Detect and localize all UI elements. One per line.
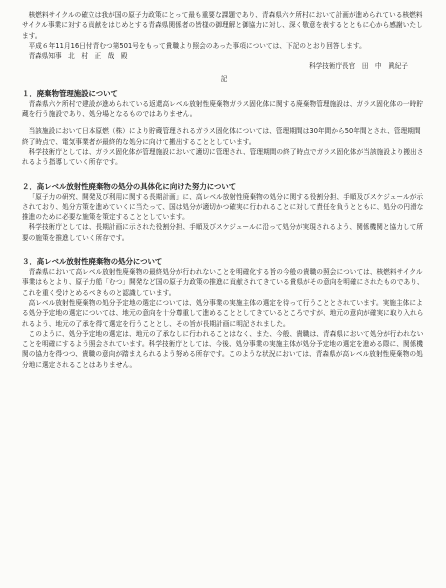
ki-heading: 記 <box>220 74 228 83</box>
section-1-paragraph-1: 青森県六ケ所村で建設が進められている返還高レベル放射性廃棄物ガラス固化体に関する廃棄物管理施設は、ガラス固化体の一時貯蔵を行う施設であり、処分場となるものではありません。 <box>22 99 424 119</box>
section-3-paragraph-2: 高レベル放射性廃棄物の処分予定地の選定については、処分事業の実施主体の選定を待って行うこととされています。実施主体による処分予定地の選定については、地元の意向を十分尊重して進めることとしてきているところですが、地元の意向が確実に取り入れられるよう、地元の了承を得て選定を行うこととし、その旨が長期計画に明記されました。 <box>22 298 424 328</box>
section-1-paragraph-3: 科学技術庁としては、ガラス固化体が管理施設において適切に管理され、管理期間の終了時点でガラス固化体が当該施設より搬出されるよう指導していく所存です。 <box>22 147 424 167</box>
section-1 <box>22 88 426 168</box>
intro-reply-paragraph: 平成６年11月16日付青むつ第501号をもって貴職より照会のあった事項については、下記のとおり回答します。 <box>28 41 366 50</box>
intro-paragraph: 核燃料サイクルの確立は我が国の原子力政策にとって最も重要な課題であり、青森県六ケ所村において計画が進められている核燃料サイクル事業に対する貢献をはじめとする青森県関係者の皆様の御理解と御協力に対し、深く敬意を表するとともに心から感謝いたします。 <box>22 11 423 40</box>
section-1-paragraph-2: 当該施設において日本原燃（株）により貯蔵管理されるガラス固化体については、管理期間は30年間から50年間とされ、管理期間終了時点で、電気事業者が最終的な処分に向けて搬出することとしています。 <box>22 127 421 146</box>
section-2-title: ２．高レベル放射性廃棄物の処分の具体化に向けた努力について <box>22 181 237 191</box>
addressee-to: 青森県知事 北 村 正 哉 殿 <box>28 52 128 61</box>
section-3-paragraph-3: このように、処分予定地の選定は、地元の了承なしに行われることはなく、また、今般、貴職は、青森県において処分が行われないことを明確にするよう照会されています。科学技術庁としては、今後、処分事業の実施主体が処分予定地の選定を進める際に、関係機関の協力を得つつ、貴職の意向が踏まえられるよう努める所存です。このような状況においては、青森県が高レベル放射性廃棄物の処分地に選定されることはありません。 <box>22 329 424 369</box>
section-2 <box>22 181 426 243</box>
section-2-paragraph-2: 科学技術庁としては、長期計画に示された役割分担、手順及びスケジュールに沿って処分が実現されるよう、関係機関と協力して所要の施策を推進していく所存です。 <box>22 223 424 242</box>
section-3-paragraph-1: 青森県において高レベル放射性廃棄物の最終処分が行われないことを明確化する旨の今般の貴職の照会については、核燃料サイクル事業はもとより、原子力船「むつ」開発など国の原子力政策の推進に貢献されてきている貴県がその意向を明確にされたものであり、これを重く受けとめるべきものと認識しています。 <box>22 268 424 297</box>
section-3 <box>22 256 426 370</box>
section-3-title: ３．高レベル放射性廃棄物の処分について <box>22 257 163 267</box>
section-2-paragraph-1: 「原子力の研究、開発及び利用に関する長期計画」に、高レベル放射性廃棄物の処分に関する役割分担、手順及びスケジュールが示されており、処分方策を進めていくに当たって、国は処分が適切かつ確実に行われることに対して責任を負うとともに、処分の円滑な推進のために必要な施策を策定することとしています。 <box>22 192 424 222</box>
addressee-from: 科学技術庁長官 田 中 眞紀子 <box>309 62 408 71</box>
section-1-title: １．廃棄物管理施設について <box>22 88 118 98</box>
